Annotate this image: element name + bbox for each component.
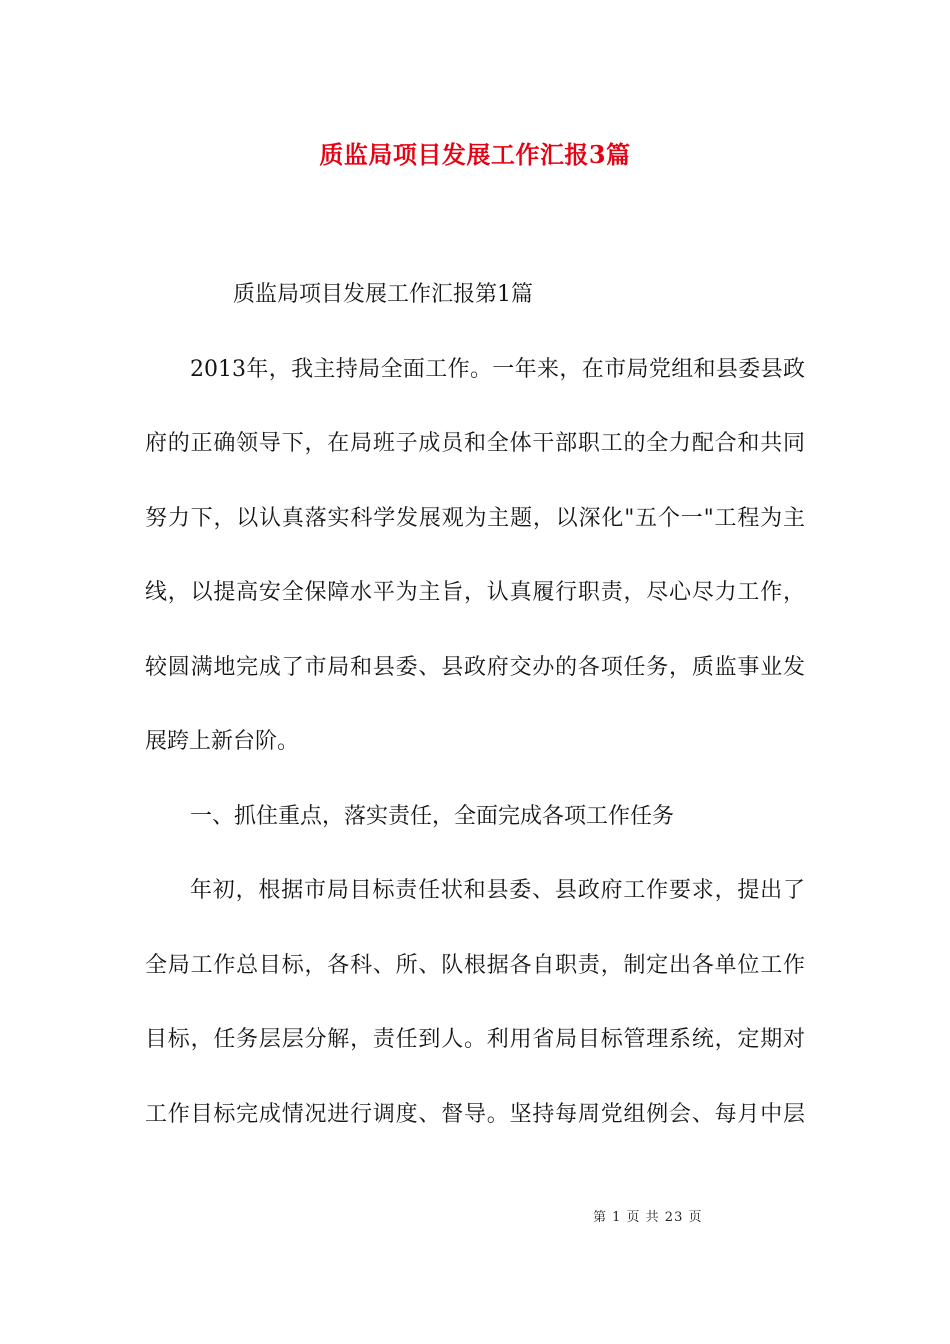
paragraph-line: 较圆满地完成了市局和县委、县政府交办的各项任务，质监事业发 bbox=[145, 654, 805, 680]
paragraph-line: 展跨上新台阶。 bbox=[145, 729, 300, 754]
paragraph-line: 努力下，以认真落实科学发展观为主题，以深化"五个一"工程为主 bbox=[145, 505, 805, 531]
paragraph-line: 工作目标完成情况进行调度、督导。坚持每周党组例会、每月中层 bbox=[145, 1101, 805, 1127]
paragraph-line: 全局工作总目标，各科、所、队根据各自职责，制定出各单位工作 bbox=[145, 952, 805, 978]
section-subtitle: 质监局项目发展工作汇报第1篇 bbox=[233, 282, 533, 307]
paragraph-line: 目标，任务层层分解，责任到人。利用省局目标管理系统，定期对 bbox=[145, 1027, 805, 1052]
document-body bbox=[145, 258, 805, 1152]
page-number-footer: 第 1 页 共 23 页 bbox=[593, 1210, 703, 1225]
paragraph-line: 年初，根据市局目标责任状和县委、县政府工作要求，提出了 bbox=[190, 878, 805, 903]
paragraph-line: 线，以提高安全保障水平为主旨，认真履行职责，尽心尽力工作， bbox=[145, 580, 805, 605]
paragraph-line: 2013年，我主持局全面工作。一年来，在市局党组和县委县政 bbox=[190, 356, 805, 382]
document-title: 质监局项目发展工作汇报3篇 bbox=[319, 140, 631, 169]
section-heading: 一、抓住重点，落实责任，全面完成各项工作任务 bbox=[190, 803, 675, 829]
paragraph-line: 府的正确领导下，在局班子成员和全体干部职工的全力配合和共同 bbox=[145, 431, 805, 456]
